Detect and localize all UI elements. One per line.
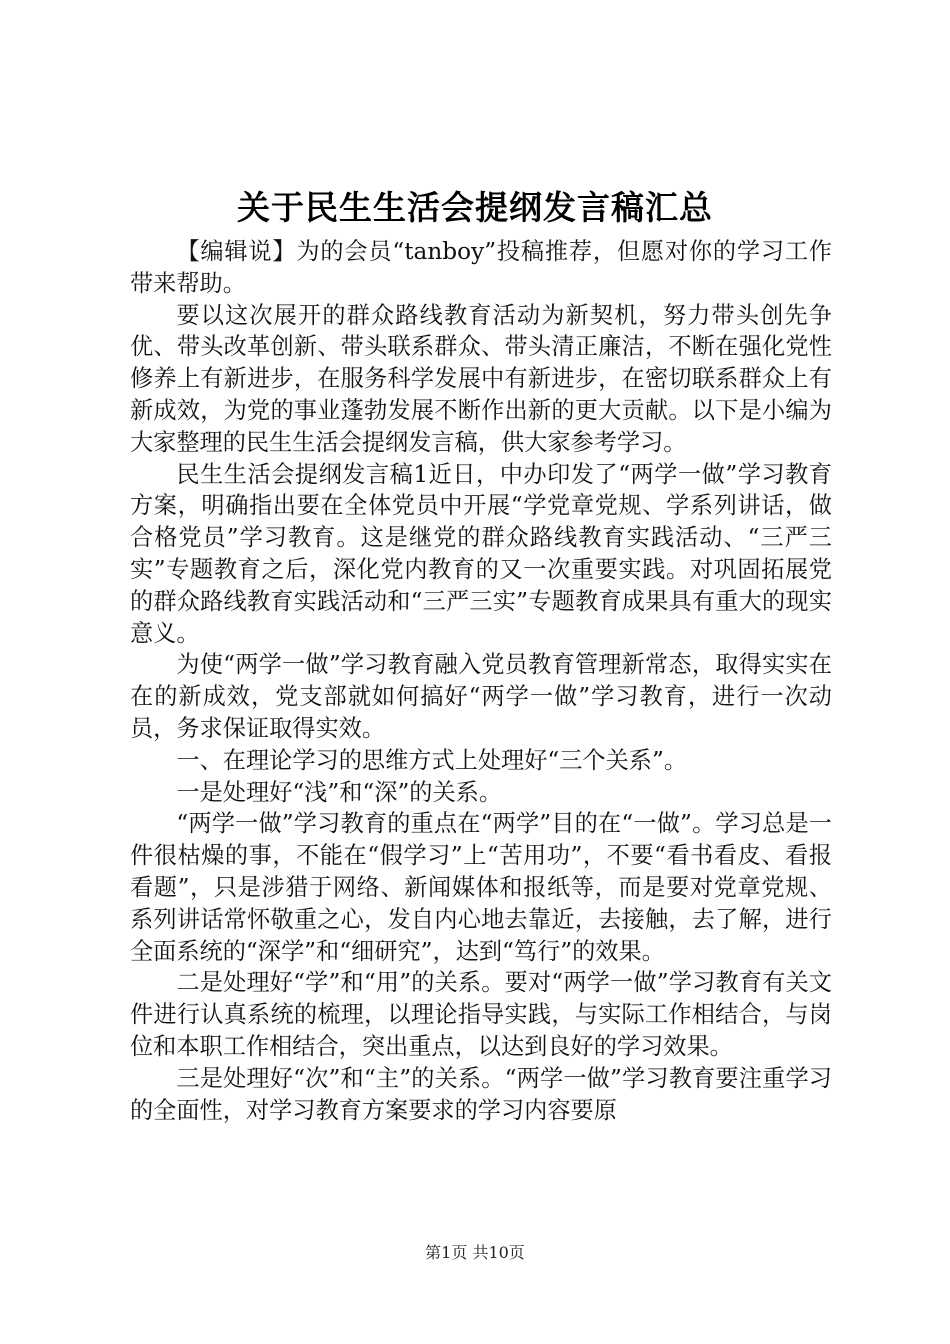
- paragraph-point-3: 三是处理好“次”和“主”的关系。“两学一做”学习教育要注重学习的全面性，对学习教育方案要求的学习内容要原: [130, 1064, 832, 1124]
- paragraph-point-1-heading: 一是处理好“浅”和“深”的关系。: [176, 778, 503, 806]
- document-title: 关于民生生活会提纲发言稿汇总: [237, 188, 713, 227]
- paragraph-speech-1: 民生生活会提纲发言稿1近日，中办印发了“两学一做”学习教育方案，明确指出要在全体党员中开展“学党章党规、学系列讲话，做合格党员”学习教育。这是继党的群众路线教育实践活动、“三严三实”专题教育之后，深化党内教育的又一次重要实践。对巩固拓展党的群众路线教育实践活动和“三严三实”专题教育成果具有重大的现实意义。: [130, 460, 832, 647]
- paragraph-section-heading: 一、在理论学习的思维方式上处理好“三个关系”。: [176, 746, 688, 774]
- paragraph-intro: 要以这次展开的群众路线教育活动为新契机，努力带头创先争优、带头改革创新、带头联系群众、带头清正廉洁，不断在强化党性修养上有新进步，在服务科学发展中有新进步，在密切联系群众上有新成效，为党的事业蓬勃发展不断作出新的更大贡献。以下是小编为大家整理的民生生活会提纲发言稿，供大家参考学习。: [130, 301, 832, 456]
- paragraph-purpose: 为使“两学一做”学习教育融入党员教育管理新常态，取得实实在在的新成效，党支部就如何搞好“两学一做”学习教育，进行一次动员，务求保证取得实效。: [130, 651, 832, 742]
- paragraph-point-1-body: “两学一做”学习教育的重点在“两学”目的在“一做”。学习总是一件很枯燥的事，不能在“假学习”上“苦用功”，不要“看书看皮、看报看题”，只是涉猎于网络、新闻媒体和报纸等，而是要对党章党规、系列讲话常怀敬重之心，发自内心地去靠近，去接触，去了解，进行全面系统的“深学”和“细研究”，达到“笃行”的效果。: [130, 810, 832, 965]
- page-number-footer: 第1页 共10页: [425, 1243, 525, 1262]
- paragraph-editor-note: 【编辑说】为的会员“tanboy”投稿推荐，但愿对你的学习工作带来帮助。: [130, 238, 832, 297]
- document-body: [130, 236, 832, 1126]
- paragraph-point-2: 二是处理好“学”和“用”的关系。要对“两学一做”学习教育有关文件进行认真系统的梳理，以理论指导实践，与实际工作相结合，与岗位和本职工作相结合，突出重点，以达到良好的学习效果。: [130, 969, 832, 1060]
